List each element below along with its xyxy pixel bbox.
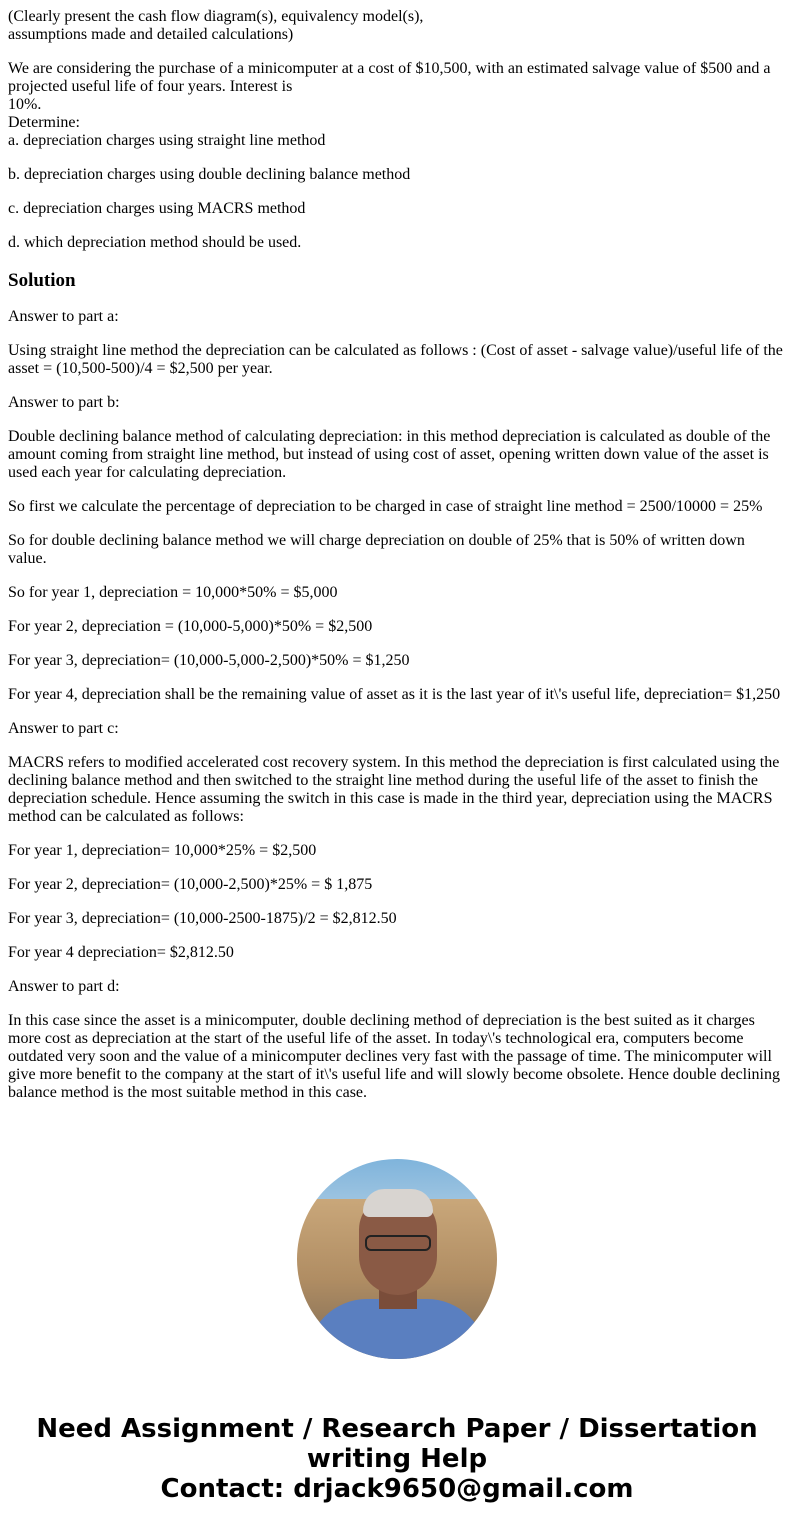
solution-paragraph: For year 4 depreciation= $2,812.50 bbox=[8, 944, 234, 961]
part-a: a. depreciation charges using straight line method bbox=[8, 132, 326, 149]
author-photo-wrap bbox=[8, 1159, 786, 1364]
solution-paragraph: In this case since the asset is a minicomputer, double declining method of depreciation is the best suited as it charges more cost as depreciation at the start of the useful life of the asset. In today\'s technological era, computers become outdated very soon and the value of a minicomputer declines very fast with the passage of time. The minicomputer will give more benefit to the company at the start of it\'s useful life and will slowly become obsolete. Hence double declining balance method is the most suitable method in this case. bbox=[8, 1012, 780, 1101]
question bbox=[8, 8, 786, 252]
solution-paragraph: Answer to part d: bbox=[8, 978, 120, 995]
problem-text: We are considering the purchase of a minicomputer at a cost of $10,500, with an estimated salvage value of $500 and a projected useful life of four years. Interest is bbox=[8, 60, 771, 95]
solution-paragraph: So for double declining balance method we will charge depreciation on double of 25% that is 50% of written down value. bbox=[8, 532, 745, 567]
solution-paragraph: For year 1, depreciation= 10,000*25% = $2,500 bbox=[8, 842, 317, 859]
instructions-line: (Clearly present the cash flow diagram(s), equivalency model(s), bbox=[8, 8, 424, 25]
instructions-line: assumptions made and detailed calculations) bbox=[8, 26, 294, 43]
solution-paragraph: For year 4, depreciation shall be the remaining value of asset as it is the last year of it\'s useful life, depreciation= $1,250 bbox=[8, 686, 781, 703]
instructions bbox=[8, 8, 786, 44]
footer-help-text: Need Assignment / Research Paper / Dissertation writing Help bbox=[36, 1414, 758, 1474]
part-d: d. which depreciation method should be used. bbox=[8, 234, 302, 251]
solution-paragraph: For year 2, depreciation = (10,000-5,000)*50% = $2,500 bbox=[8, 618, 373, 635]
determine-label: Determine: bbox=[8, 114, 80, 131]
part-c: c. depreciation charges using MACRS method bbox=[8, 200, 306, 217]
author-avatar bbox=[297, 1159, 497, 1359]
solution-paragraph: For year 3, depreciation= (10,000-5,000-2,500)*50% = $1,250 bbox=[8, 652, 410, 669]
problem-statement bbox=[8, 60, 786, 150]
solution-body bbox=[8, 308, 786, 1102]
footer-ad bbox=[8, 1414, 786, 1504]
solution-paragraph: Answer to part b: bbox=[8, 394, 120, 411]
solution-paragraph: Answer to part a: bbox=[8, 308, 119, 325]
avatar-hair bbox=[363, 1189, 433, 1217]
glasses-icon bbox=[365, 1235, 431, 1251]
interest-rate: 10%. bbox=[8, 96, 42, 113]
solution-paragraph: For year 2, depreciation= (10,000-2,500)*25% = $ 1,875 bbox=[8, 876, 373, 893]
solution-paragraph: Using straight line method the depreciation can be calculated as follows : (Cost of asset - salvage value)/useful life of the asset = (10,500-500)/4 = $2,500 per year. bbox=[8, 342, 783, 377]
solution-paragraph: So for year 1, depreciation = 10,000*50% = $5,000 bbox=[8, 584, 338, 601]
solution-paragraph: Answer to part c: bbox=[8, 720, 119, 737]
footer-contact: Contact: drjack9650@gmail.com bbox=[160, 1474, 634, 1504]
solution-paragraph: So first we calculate the percentage of depreciation to be charged in case of straight line method = 2500/10000 = 25% bbox=[8, 498, 763, 515]
solution-heading: Solution bbox=[8, 270, 76, 291]
solution-paragraph: For year 3, depreciation= (10,000-2500-1875)/2 = $2,812.50 bbox=[8, 910, 397, 927]
solution-paragraph: Double declining balance method of calculating depreciation: in this method depreciation is calculated as double of the amount coming from straight line method, but instead of using cost of asset, opening written down value of the asset is used each year for calculating depreciation. bbox=[8, 428, 771, 481]
solution-paragraph: MACRS refers to modified accelerated cost recovery system. In this method the depreciation is first calculated using the declining balance method and then switched to the straight line method during the useful life of the asset to finish the depreciation schedule. Hence assuming the switch in this case is made in the third year, depreciation using the MACRS method can be calculated as follows: bbox=[8, 754, 780, 825]
part-b: b. depreciation charges using double declining balance method bbox=[8, 166, 411, 183]
